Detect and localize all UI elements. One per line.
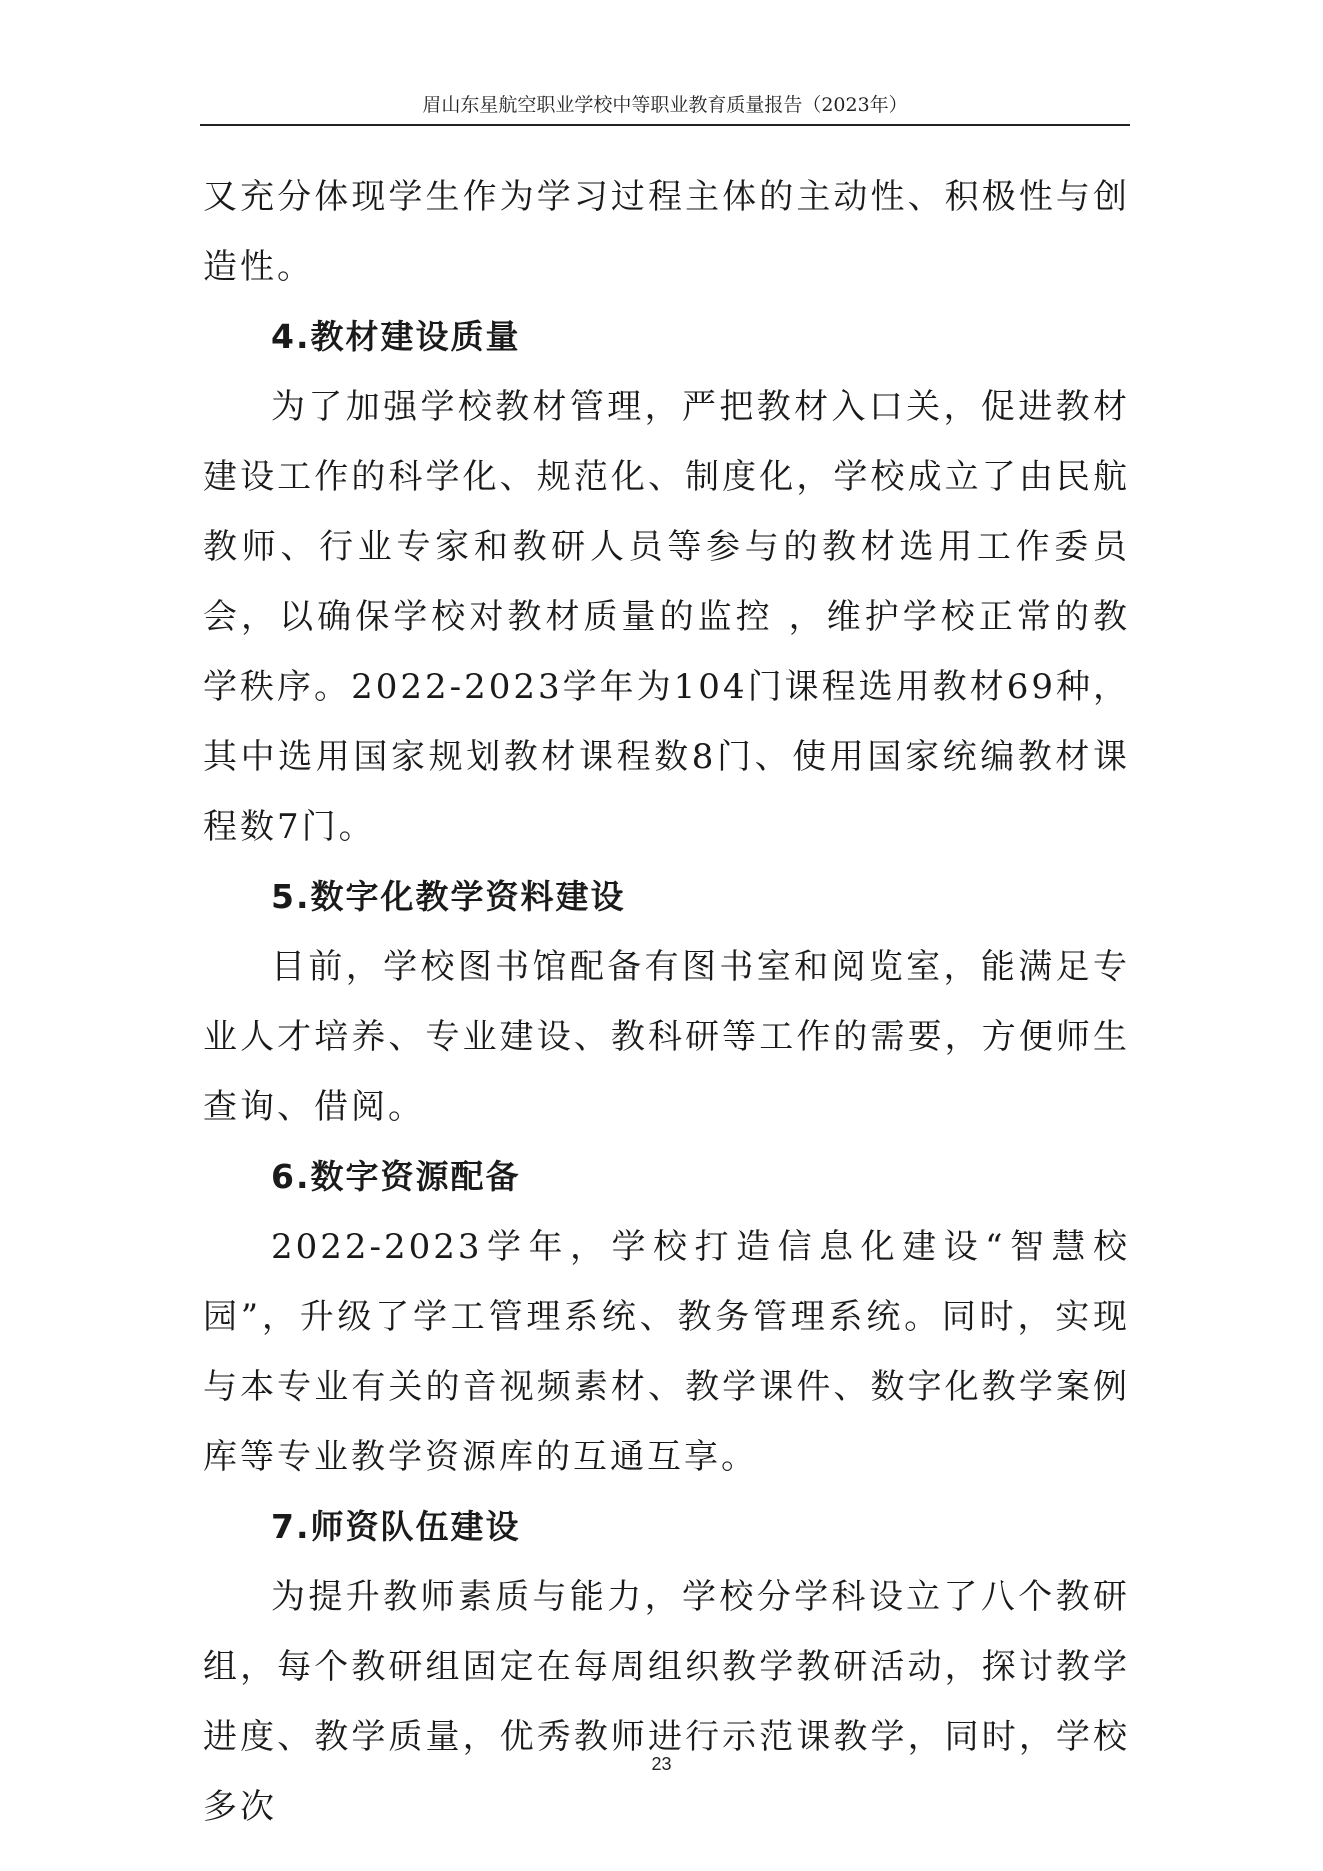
- page-number: 23: [651, 1754, 672, 1774]
- section-heading-textbook-quality: 4.教材建设质量: [271, 317, 521, 356]
- header-title: 眉山东星航空职业学校中等职业教育质量报告（2023年）: [422, 94, 908, 116]
- page-header: [200, 92, 1130, 126]
- section-heading-digital-materials: 5.数字化教学资料建设: [271, 877, 626, 916]
- paragraph-digital-materials: 目前，学校图书馆配备有图书室和阅览室，能满足专业人才培养、专业建设、教科研等工作的需要，方便师生查询、借阅。: [203, 947, 1130, 1127]
- document-body: [203, 162, 1130, 1842]
- paragraph-teacher-team: 为提升教师素质与能力，学校分学科设立了八个教研组，每个教研组固定在每周组织教学教研活动，探讨教学进度、教学质量，优秀教师进行示范课教学，同时，学校多次: [203, 1577, 1130, 1827]
- paragraph-textbook-quality: 为了加强学校教材管理，严把教材入口关，促进教材建设工作的科学化、规范化、制度化，学校成立了由民航教师、行业专家和教研人员等参与的教材选用工作委员会，以确保学校对教材质量的监控 ，维护学校正常的教学秩序。2022-2023学年为104门课程选用教材69种，其中选用国家规划教材课程数8门、使用国家统编教材课程数7门。: [203, 387, 1130, 847]
- paragraph-continuation: 又充分体现学生作为学习过程主体的主动性、积极性与创造性。: [203, 177, 1130, 287]
- paragraph-digital-resources: 2022-2023学年，学校打造信息化建设“智慧校园”，升级了学工管理系统、教务管理系统。同时，实现与本专业有关的音视频素材、教学课件、数字化教学案例库等专业教学资源库的互通互享。: [203, 1227, 1130, 1477]
- section-heading-teacher-team: 7.师资队伍建设: [271, 1507, 521, 1546]
- section-heading-digital-resources: 6.数字资源配备: [271, 1157, 521, 1196]
